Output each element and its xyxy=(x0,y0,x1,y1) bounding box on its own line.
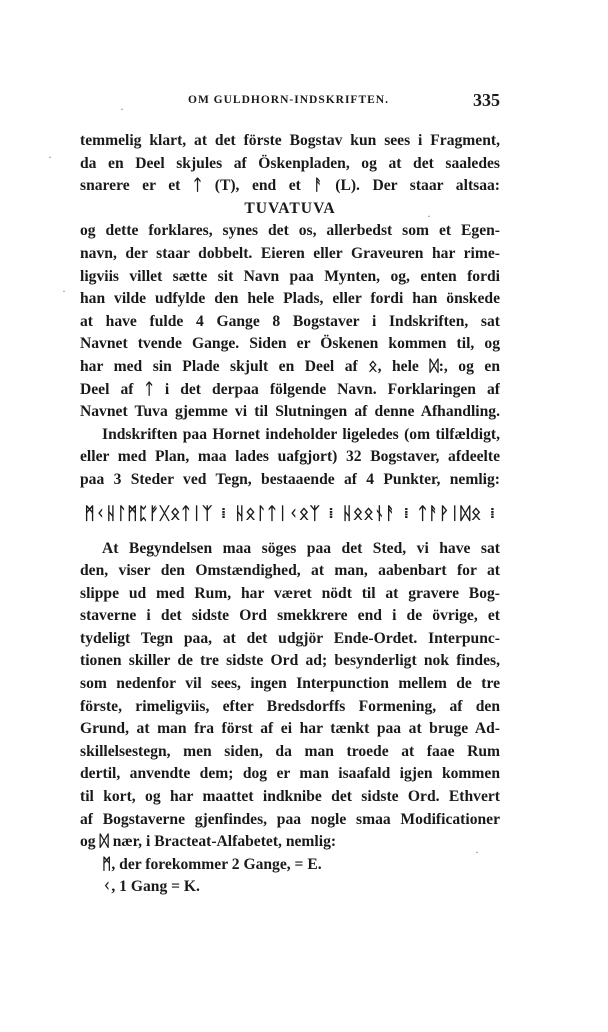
rune-entry: ᛗ, der forekommer 2 Gange, = E. xyxy=(102,855,322,873)
rune-inscription xyxy=(80,500,500,528)
rune-group: ᚺᛟᛚᛏᛁᚲᛟᛉ xyxy=(234,503,321,524)
rune-group: ᛗᚲᚺᛚᛗᛈᚠᚷᛟᛏᛁᛉ xyxy=(84,503,213,524)
print-speck: · xyxy=(475,845,479,859)
text-line: navn, der staar dobbelt. Eieren eller Graveuren har rime- xyxy=(80,244,500,262)
text-line: temmelig klart, at det förste Bogstav kun sees i Fragment, xyxy=(80,132,500,149)
rune-separator: ⁞ xyxy=(220,505,227,522)
text-line: Grund, at man fra först af ei har tænkt paa at bruge Ad- xyxy=(80,720,500,738)
text-line: har med sin Plade skjult en Deel af ᛟ, hele ᛞ:, og en xyxy=(80,357,500,375)
rune-entry: ᚲ, 1 Gang = K. xyxy=(102,878,200,896)
rune-separator: ⁞ xyxy=(489,505,496,522)
body-text xyxy=(80,130,500,899)
rune-separator: ⁞ xyxy=(403,505,410,522)
print-speck: · xyxy=(120,102,124,116)
text-line: at have fulde 4 Gange 8 Bogstaver i Indskriften, sat xyxy=(80,312,500,330)
print-speck: · xyxy=(62,284,66,298)
text-line: af Bogstaverne gjenfindes, paa nogle smaa Modificationer xyxy=(80,810,500,828)
text-line: paa 3 Steder ved Tegn, bestaaende af 4 Punkter, nemlig: xyxy=(80,470,500,488)
page-header xyxy=(80,90,500,114)
text-line: Deel af ᛏ i det derpaa fölgende Navn. Forklaringen af xyxy=(80,380,500,398)
rune-separator: ⁞ xyxy=(328,505,335,522)
text-line: og ᛞ nær, i Bracteat-Alfabetet, nemlig: xyxy=(80,833,337,851)
name-line: TUVATUVA xyxy=(244,199,336,217)
text-line: snarere er et ᛏ (T), end et ᚨ (L). Der staar altsaa: xyxy=(80,177,500,195)
text-line: Navnet Tuva gjemme vi til Slutningen af denne Afhandling. xyxy=(80,403,500,421)
running-title: OM GULDHORN-INDSKRIFTEN. xyxy=(188,94,389,106)
text-line: Indskriften paa Hornet indeholder ligeledes (om tilfældigt, xyxy=(102,425,500,443)
text-line: som nedenfor vil sees, ingen Interpunction mellem de tre xyxy=(80,675,500,693)
text-line: slippe ud med Rum, har været nödt til at gravere Bog- xyxy=(80,584,500,602)
rune-group: ᚺᛟᛟᚾᚨ xyxy=(342,503,396,524)
text-line: tionen skiller de tre sidste Ord ad; besynderligt nok findes, xyxy=(80,652,500,670)
text-line: tydeligt Tegn paa, at det udgjör Ende-Ordet. Interpunc- xyxy=(80,629,500,647)
text-line: At Begyndelsen maa söges paa det Sted, vi have sat xyxy=(102,539,500,557)
text-line: eller med Plan, maa lades uafgjort) 32 Bogstaver, afdeelte xyxy=(80,448,500,466)
text-line: dertil, anvendte dem; dog er man isaafald igjen kommen xyxy=(80,765,500,783)
text-line: han vilde udfylde den hele Plads, eller fordi han önskede xyxy=(80,290,500,308)
text-line: og dette forklares, synes det os, allerbedst som et Egen- xyxy=(80,222,500,240)
text-line: da en Deel skjules af Öskenpladen, og at det saaledes xyxy=(80,154,500,172)
print-speck: · xyxy=(427,209,431,223)
text-line: den, viser den Omstændighed, at man, aabenbart for at xyxy=(80,562,500,580)
text-line: Navnet tvende Gange. Siden er Öskenen kommen til, og xyxy=(80,335,500,353)
text-line: skillelsestegn, men siden, da man troede at faae Rum xyxy=(80,742,500,760)
rune-group: ᛏᚨᚹᛁᛞᛟ xyxy=(417,503,482,524)
text-line: förste, rimeligviis, efter Bredsdorffs Formening, af den xyxy=(80,697,500,715)
page-number: 335 xyxy=(473,90,500,110)
text-line: ligviis villet sætte sit Navn paa Mynten, og, enten fordi xyxy=(80,267,500,285)
text-line: staverne i det sidste Ord smekkrere end i de övrige, et xyxy=(80,607,500,625)
text-line: til kort, og har maattet indknibe det sidste Ord. Ethvert xyxy=(80,788,500,806)
print-speck: · xyxy=(48,150,52,164)
